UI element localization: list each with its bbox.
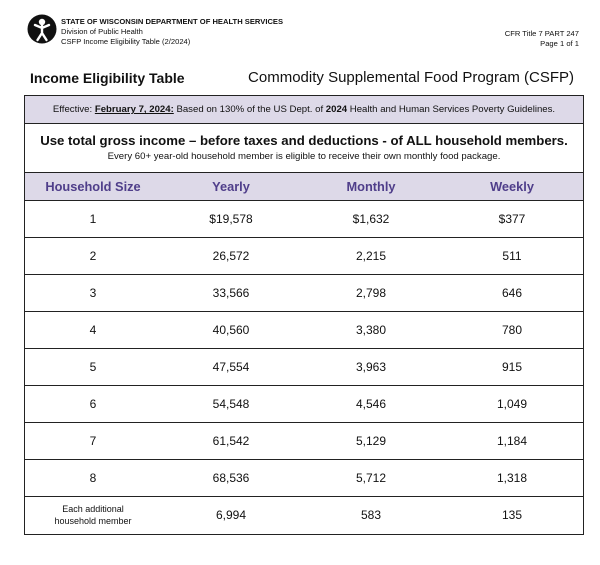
document-header bbox=[0, 0, 600, 60]
agency-block bbox=[61, 17, 283, 48]
cfr-reference: CFR Title 7 PART 247 bbox=[504, 29, 579, 38]
wisconsin-dhs-logo-icon bbox=[27, 14, 57, 44]
header-yearly: Yearly bbox=[161, 173, 301, 201]
cell-monthly: $1,632 bbox=[301, 201, 441, 238]
program-title: Commodity Supplemental Food Program (CSFP) bbox=[248, 69, 574, 86]
table-row bbox=[25, 238, 583, 275]
table-row bbox=[25, 386, 583, 423]
table-header-row bbox=[25, 173, 583, 201]
table-row bbox=[25, 201, 583, 238]
cell-monthly: 5,129 bbox=[301, 423, 441, 460]
cell-yearly: 47,554 bbox=[161, 349, 301, 386]
cell-household-size: 8 bbox=[25, 460, 161, 497]
effective-middle: Based on 130% of the US Dept. of bbox=[173, 104, 326, 115]
cell-monthly: 2,215 bbox=[301, 238, 441, 275]
table-row bbox=[25, 349, 583, 386]
eligibility-table-frame bbox=[24, 95, 584, 535]
cell-yearly: 61,542 bbox=[161, 423, 301, 460]
cell-weekly: 1,184 bbox=[441, 423, 583, 460]
cell-household-size: 3 bbox=[25, 275, 161, 312]
additional-label-line2: household member bbox=[54, 516, 132, 526]
cell-weekly: 511 bbox=[441, 238, 583, 275]
header-household-size: Household Size bbox=[25, 173, 161, 201]
cell-household-size: 6 bbox=[25, 386, 161, 423]
cell-weekly: 135 bbox=[501, 508, 523, 522]
cell-weekly: 915 bbox=[441, 349, 583, 386]
table-row bbox=[25, 423, 583, 460]
cell-monthly: 583 bbox=[360, 508, 382, 522]
header-weekly: Weekly bbox=[441, 173, 583, 201]
cell-weekly: 646 bbox=[441, 275, 583, 312]
effective-banner bbox=[25, 96, 583, 124]
instructions-block bbox=[25, 124, 583, 173]
effective-suffix: Health and Human Services Poverty Guidelines. bbox=[347, 104, 556, 115]
instructions-main: Use total gross income – before taxes and deductions - of ALL household members. bbox=[40, 133, 568, 148]
table-row bbox=[25, 275, 583, 312]
table-row-additional bbox=[25, 497, 583, 534]
cell-monthly: 2,798 bbox=[301, 275, 441, 312]
cell-weekly: 1,318 bbox=[441, 460, 583, 497]
cell-yearly: 33,566 bbox=[161, 275, 301, 312]
division-name: Division of Public Health bbox=[61, 27, 143, 37]
form-title: CSFP Income Eligibility Table (2/2024) bbox=[61, 37, 191, 47]
effective-date: February 7, 2024: bbox=[94, 104, 174, 115]
header-monthly: Monthly bbox=[301, 173, 441, 201]
guideline-year: 2024 bbox=[325, 104, 348, 115]
cell-yearly: 40,560 bbox=[161, 312, 301, 349]
cfr-block bbox=[505, 29, 579, 49]
cell-weekly: $377 bbox=[441, 201, 583, 238]
cell-yearly: 54,548 bbox=[161, 386, 301, 423]
cell-weekly: 1,049 bbox=[441, 386, 583, 423]
instructions-sub: Every 60+ year-old household member is eligible to receive their own monthly food package. bbox=[107, 151, 501, 162]
cell-monthly: 3,380 bbox=[301, 312, 441, 349]
cell-household-size bbox=[25, 497, 161, 534]
page-title: Income Eligibility Table bbox=[30, 70, 185, 86]
cell-monthly: 5,712 bbox=[301, 460, 441, 497]
table-row bbox=[25, 312, 583, 349]
additional-label-line1: Each additional bbox=[62, 504, 124, 514]
cell-household-size: 2 bbox=[25, 238, 161, 275]
agency-name: STATE OF WISCONSIN DEPARTMENT OF HEALTH SERVICES bbox=[61, 17, 284, 26]
cell-yearly: 6,994 bbox=[215, 508, 247, 522]
page-number: Page 1 of 1 bbox=[540, 39, 579, 49]
cell-household-size: 4 bbox=[25, 312, 161, 349]
title-row bbox=[26, 66, 576, 90]
table-row bbox=[25, 460, 583, 497]
effective-prefix: Effective: bbox=[52, 104, 95, 115]
cell-yearly: 68,536 bbox=[161, 460, 301, 497]
cell-yearly: $19,578 bbox=[161, 201, 301, 238]
cell-household-size: 5 bbox=[25, 349, 161, 386]
income-table bbox=[25, 173, 583, 533]
cell-yearly: 26,572 bbox=[161, 238, 301, 275]
cell-monthly: 4,546 bbox=[301, 386, 441, 423]
cell-weekly: 780 bbox=[441, 312, 583, 349]
cell-household-size: 1 bbox=[25, 201, 161, 238]
cell-household-size: 7 bbox=[25, 423, 161, 460]
cell-monthly: 3,963 bbox=[301, 349, 441, 386]
